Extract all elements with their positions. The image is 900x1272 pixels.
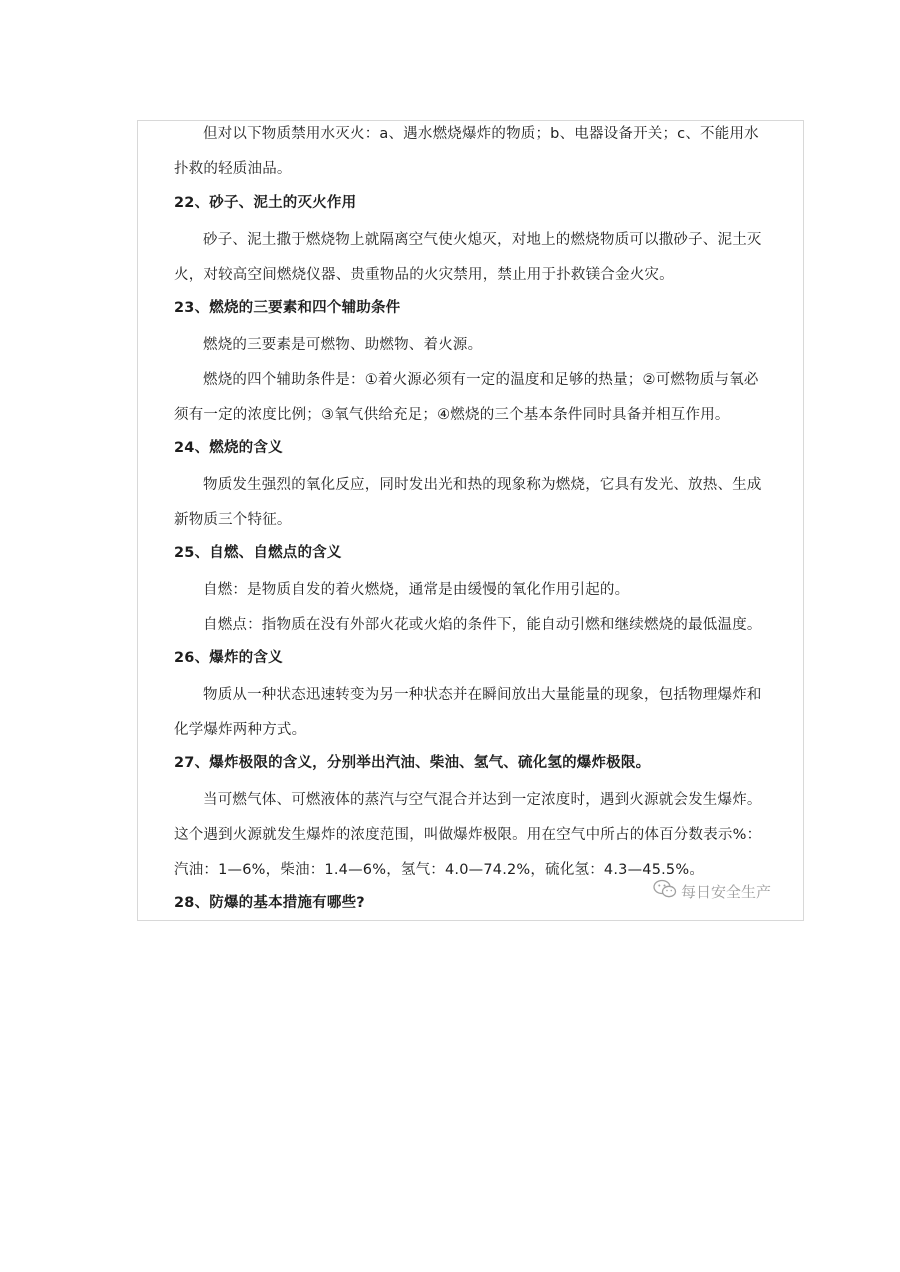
watermark-text: 每日安全生产 [681, 882, 772, 901]
section-heading: 24、燃烧的含义 [174, 440, 283, 456]
paragraph: 但对以下物质禁用水灭火：a、遇水燃烧爆炸的物质；b、电器设备开关；c、不能用水扑救的轻质油品。 [174, 126, 759, 177]
paragraph: 当可燃气体、可燃液体的蒸汽与空气混合并达到一定浓度时，遇到火源就会发生爆炸。这个遇到火源就发生爆炸的浓度范围，叫做爆炸极限。用在空气中所占的体百分数表示%：汽油：1—6%，柴油：1.4—6%，氢气：4.0—74.2%，硫化氢：4.3—45.5%。 [174, 792, 762, 878]
paragraph: 自燃点：指物质在没有外部火花或火焰的条件下，能自动引燃和继续燃烧的最低温度。 [203, 617, 762, 633]
wechat-icon [653, 879, 677, 903]
document-page [137, 120, 804, 921]
paragraph: 自燃：是物质自发的着火燃烧，通常是由缓慢的氧化作用引起的。 [203, 582, 630, 598]
paragraph: 燃烧的三要素是可燃物、助燃物、着火源。 [203, 337, 483, 353]
watermark [653, 879, 771, 903]
paragraph: 燃烧的四个辅助条件是：①着火源必须有一定的温度和足够的热量；②可燃物质与氧必须有一定的浓度比例；③氧气供给充足；④燃烧的三个基本条件同时具备并相互作用。 [174, 372, 759, 423]
section-heading: 23、燃烧的三要素和四个辅助条件 [174, 300, 401, 316]
section-heading: 22、砂子、泥土的灭火作用 [174, 195, 357, 211]
section-heading: 27、爆炸极限的含义，分别举出汽油、柴油、氢气、硫化氢的爆炸极限。 [174, 755, 651, 771]
paragraph: 砂子、泥土撒于燃烧物上就隔离空气使火熄灭，对地上的燃烧物质可以撒砂子、泥土灭火，对较高空间燃烧仪器、贵重物品的火灾禁用，禁止用于扑救镁合金火灾。 [174, 232, 762, 283]
section-heading: 26、爆炸的含义 [174, 650, 283, 666]
paragraph: 物质从一种状态迅速转变为另一种状态并在瞬间放出大量能量的现象，包括物理爆炸和化学爆炸两种方式。 [174, 687, 762, 738]
paragraph: 物质发生强烈的氧化反应，同时发出光和热的现象称为燃烧，它具有发光、放热、生成新物质三个特征。 [174, 477, 762, 528]
section-heading: 28、防爆的基本措施有哪些? [174, 895, 365, 911]
section-heading: 25、自燃、自燃点的含义 [174, 545, 342, 561]
